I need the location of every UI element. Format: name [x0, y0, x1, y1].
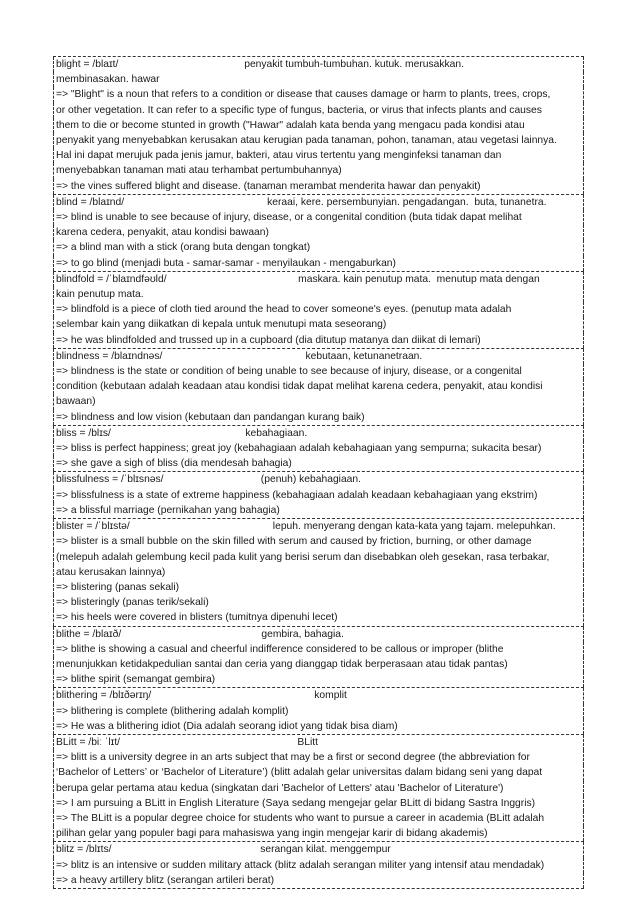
- entry-text-line: => He was a blithering idiot (Dia adalah seorang idiot yang tidak bisa diam): [53, 719, 584, 734]
- entry-text-line: karena cedera, penyakit, atau kondisi bawaan): [53, 225, 584, 240]
- dictionary-entry: [53, 735, 584, 842]
- entry-text-line: => a blissful marriage (pernikahan yang bahagia): [53, 503, 584, 518]
- dictionary-entry: [53, 519, 584, 626]
- entry-text-line: => his heels were covered in blisters (tumitnya dipenuhi lecet): [53, 610, 584, 625]
- entry-headword-line: blight = /blaɪt/ penyakit tumbuh-tumbuhan. kutuk. merusakkan.: [53, 57, 584, 72]
- entry-text-line: menunjukkan ketidakpedulian santai dan ceria yang dianggap tidak berperasaan atau tidak pantas): [53, 657, 584, 672]
- entry-headword-line: blindness = /blaɪndnəs/ kebutaan, ketunanetraan.: [53, 349, 584, 364]
- entry-text-line: pilihan gelar yang populer bagi para mahasiswa yang ingin mengejar karir di bidang akademis): [53, 826, 584, 841]
- dictionary-entry: [53, 195, 584, 272]
- dictionary-entry: [53, 472, 584, 519]
- entry-text-line: => The BLitt is a popular degree choice for students who want to pursue a career in academia (BLitt adalah: [53, 811, 584, 826]
- entry-text-line: => blister is a small bubble on the skin filled with serum and caused by friction, burning, or other damage: [53, 534, 584, 549]
- entry-text-line: => blithe spirit (semangat gembira): [53, 672, 584, 687]
- entry-headword-line: blindfold = /ˈblaɪndfəʊld/ maskara. kain penutup mata. menutup mata dengan: [53, 272, 584, 287]
- entry-headword-line: blithering = /blɪðərɪŋ/ komplit: [53, 688, 584, 703]
- entry-text-line: => blindfold is a piece of cloth tied around the head to cover someone's eyes. (penutup mata adalah: [53, 302, 584, 317]
- entry-text-line: => I am pursuing a BLitt in English Literature (Saya sedang mengejar gelar BLitt di bidang Sastra Inggris): [53, 796, 584, 811]
- entry-text-line: => blithering is complete (blithering adalah komplit): [53, 704, 584, 719]
- dictionary-page: [53, 56, 584, 889]
- entry-text-line: => blitt is a university degree in an arts subject that may be a first or second degree (the abbreviation for: [53, 750, 584, 765]
- entry-text-line: (melepuh adalah gelembung kecil pada kulit yang berisi serum dan disebabkan oleh gesekan, rasa terbakar,: [53, 550, 584, 565]
- entry-text-line: menyebabkan tanaman mati atau terhambat pertumbuhannya): [53, 163, 584, 178]
- entry-text-line: => blithe is showing a casual and cheerful indifference considered to be callous or improper (blithe: [53, 642, 584, 657]
- dictionary-entry: [53, 56, 584, 195]
- entry-headword-line: blister = /ˈblɪstə/ lepuh. menyerang dengan kata-kata yang tajam. melepuhkan.: [53, 519, 584, 534]
- entry-text-line: => she gave a sigh of bliss (dia mendesah bahagia): [53, 456, 584, 471]
- entry-text-line: Hal ini dapat merujuk pada jenis jamur, bakteri, atau virus tertentu yang menginfeksi tanaman dan: [53, 148, 584, 163]
- entry-text-line: condition (kebutaan adalah keadaan atau kondisi tidak dapat melihat karena cedera, penyakit, atau kondisi: [53, 379, 584, 394]
- dictionary-entry: [53, 426, 584, 473]
- entry-text-line: => "Blight" is a noun that refers to a condition or disease that causes damage or harm to plants, trees, crops,: [53, 87, 584, 102]
- entry-text-line: => a heavy artillery blitz (serangan artileri berat): [53, 873, 584, 888]
- entry-text-line: => blind is unable to see because of injury, disease, or a congenital condition (buta tidak dapat melihat: [53, 210, 584, 225]
- entry-text-line: => blitz is an intensive or sudden military attack (blitz adalah serangan militer yang intensif atau mendadak): [53, 858, 584, 873]
- entry-headword-line: blissfulness = /ˈblɪsnəs/ (penuh) kebahagiaan.: [53, 472, 584, 487]
- entry-text-line: ‘Bachelor of Letters’ or ‘Bachelor of Literature’) (blitt adalah gelar universitas dalam bidang seni yang dapat: [53, 765, 584, 780]
- entry-text-line: => bliss is perfect happiness; great joy (kebahagiaan adalah kebahagiaan yang sempurna; sukacita besar): [53, 441, 584, 456]
- entry-headword-line: bliss = /blɪs/ kebahagiaan.: [53, 426, 584, 441]
- entry-text-line: membinasakan. hawar: [53, 72, 584, 87]
- entry-text-line: => a blind man with a stick (orang buta dengan tongkat): [53, 240, 584, 255]
- entry-text-line: them to die or become stunted in growth ("Hawar" adalah kata benda yang mengacu pada kondisi atau: [53, 118, 584, 133]
- dictionary-entry: [53, 688, 584, 735]
- entry-text-line: kain penutup mata.: [53, 287, 584, 302]
- dictionary-entry: [53, 349, 584, 426]
- dictionary-entry: [53, 627, 584, 689]
- entry-text-line: penyakit yang menyebabkan kerusakan atau kerugian pada tanaman, pohon, tanaman, atau vegetasi lainnya.: [53, 133, 584, 148]
- entry-text-line: => he was blindfolded and trussed up in a cupboard (dia ditutup matanya dan diikat di lemari): [53, 333, 584, 348]
- entry-text-line: => blisteringly (panas terik/sekali): [53, 595, 584, 610]
- entry-headword-line: blind = /blaɪnd/ keraai, kere. persembunyian. pengadangan. buta, tunanetra.: [53, 195, 584, 210]
- entry-headword-line: blitz = /blɪts/ serangan kilat. menggempur: [53, 842, 584, 857]
- dictionary-entry: [53, 272, 584, 349]
- entry-headword-line: blithe = /blaɪð/ gembira, bahagia.: [53, 627, 584, 642]
- entry-text-line: => blindness is the state or condition of being unable to see because of injury, disease, or a congenital: [53, 364, 584, 379]
- entry-text-line: selembar kain yang diikatkan di kepala untuk menutupi mata seseorang): [53, 317, 584, 332]
- dictionary-entry: [53, 842, 584, 889]
- entry-text-line: => blissfulness is a state of extreme happiness (kebahagiaan adalah keadaan kebahagiaan yang ekstrim): [53, 488, 584, 503]
- entry-text-line: or other vegetation. It can refer to a specific type of fungus, bacteria, or virus that infects plants and causes: [53, 103, 584, 118]
- entry-text-line: => blindness and low vision (kebutaan dan pandangan kurang baik): [53, 410, 584, 425]
- entry-text-line: => to go blind (menjadi buta - samar-samar - menyilaukan - mengaburkan): [53, 256, 584, 271]
- entry-text-line: atau kerusakan lainnya): [53, 565, 584, 580]
- entry-headword-line: BLitt = /biː ˈlɪt/ BLitt: [53, 735, 584, 750]
- entry-text-line: bawaan): [53, 394, 584, 409]
- entry-text-line: berupa gelar pertama atau kedua (singkatan dari 'Bachelor of Letters' atau 'Bachelor of Literature'): [53, 781, 584, 796]
- entry-text-line: => the vines suffered blight and disease. (tanaman merambat menderita hawar dan penyakit): [53, 179, 584, 194]
- entry-text-line: => blistering (panas sekali): [53, 580, 584, 595]
